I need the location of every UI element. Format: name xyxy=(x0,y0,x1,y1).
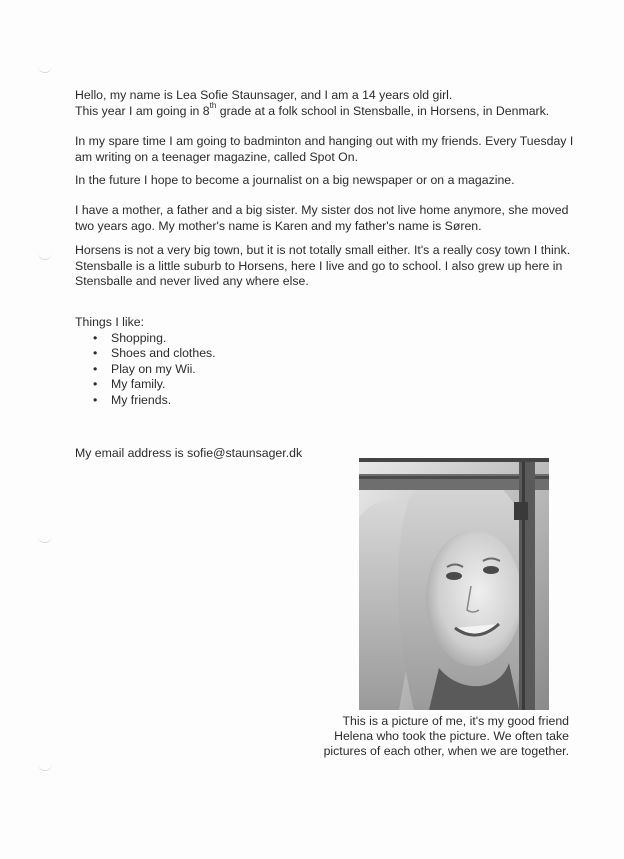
caption-line-1: This is a picture of me, it's my good friend xyxy=(342,714,569,728)
likes-list xyxy=(75,331,585,409)
likes-section xyxy=(75,315,585,408)
list-item: • Play on my Wii. xyxy=(91,362,585,378)
family-text: I have a mother, a father and a big sister. My sister dos not live home anymore, she moved two years ago. My mother's name is Karen and my father's name is Søren. xyxy=(75,203,569,233)
list-item: • Shopping. xyxy=(91,331,585,347)
intro-line-2-start: This year I am going in 8 xyxy=(75,103,210,118)
town-paragraph xyxy=(75,243,585,290)
future-text: In the future I hope to become a journalist on a big newspaper or on a magazine. xyxy=(75,173,515,187)
portrait-photo xyxy=(359,458,549,710)
stensballe-text: Stensballe is a little suburb to Horsens, here I live and go to school. I also grew up here in Stensballe and never lived any where else. xyxy=(75,258,563,288)
family-paragraph xyxy=(75,203,585,234)
punch-hole-mark xyxy=(38,66,52,73)
photo-caption xyxy=(318,714,569,759)
grade-superscript: th xyxy=(209,101,217,111)
email-line: My email address is sofie@staunsager.dk xyxy=(75,446,303,460)
intro-line-2 xyxy=(75,101,585,120)
likes-heading: Things I like: xyxy=(75,315,145,329)
list-item: • My friends. xyxy=(91,393,585,409)
list-item: • Shoes and clothes. xyxy=(91,346,585,362)
punch-hole-mark xyxy=(38,764,52,771)
punch-hole-mark xyxy=(38,253,52,260)
future-paragraph xyxy=(75,173,585,189)
intro-paragraph xyxy=(75,88,585,119)
caption-line-3: pictures of each other, when we are together. xyxy=(323,744,569,758)
list-item: • My family. xyxy=(91,377,585,393)
caption-line-2: Helena who took the picture. We often take xyxy=(334,729,569,743)
spare-time-text: In my spare time I am going to badminton and hanging out with my friends. Every Tuesday I am writing on a teenager magazine, called Spot On. xyxy=(75,134,574,164)
spare-time-paragraph xyxy=(75,134,585,165)
intro-line-1: Hello, my name is Lea Sofie Staunsager, and I am a 14 years old girl. xyxy=(75,88,453,102)
punch-hole-mark xyxy=(38,536,52,543)
horsens-text: Horsens is not a very big town, but it is not totally small either. It's a really cosy town I think. xyxy=(75,243,571,257)
intro-line-2-end: grade at a folk school in Stensballe, in Horsens, in Denmark. xyxy=(216,103,550,118)
